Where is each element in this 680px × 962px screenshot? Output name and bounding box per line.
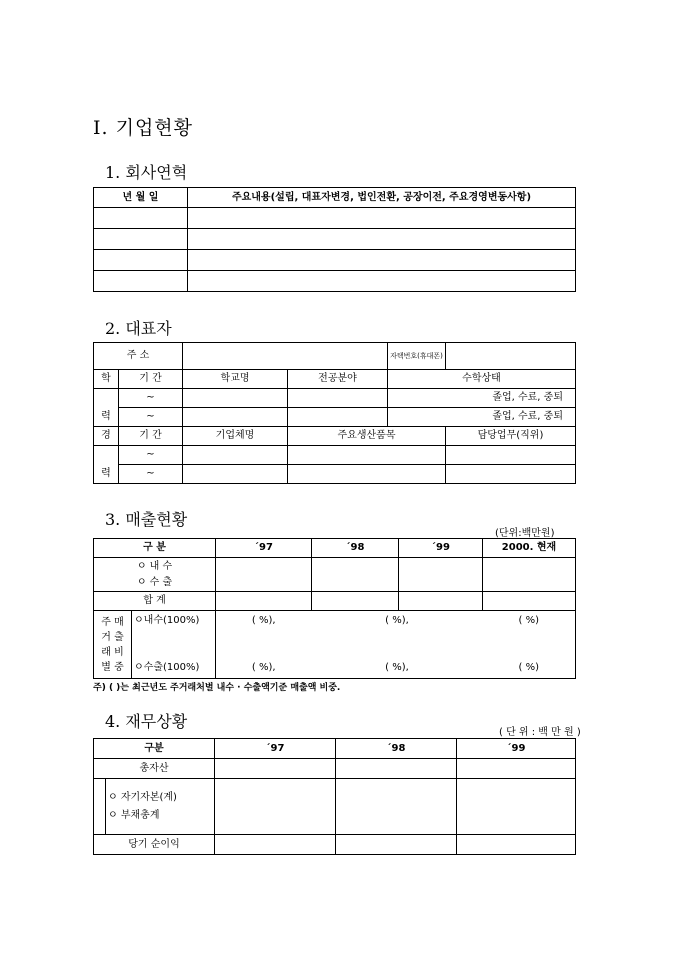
status-label: 수학상태 (388, 370, 576, 389)
fin-col-98: ´98 (336, 739, 457, 759)
career-period: 기 간 (119, 427, 183, 446)
edu-side-bottom: 력 (94, 408, 119, 427)
table-row (94, 208, 576, 229)
sales-col-category: 구 분 (94, 539, 216, 558)
sales-note: 주) ( )는 최근년도 주거래처별 내수 · 수출액기준 매출액 비중. (93, 683, 341, 693)
finance-title: 4. 재무상황 (105, 712, 188, 731)
tilde: ~ (119, 465, 183, 484)
sales-unit: (단위:백만원) (495, 528, 555, 539)
company-label: 기업체명 (183, 427, 288, 446)
side-text: 래 비 (101, 646, 124, 658)
sales-col-2000: 2000. 현재 (483, 539, 576, 558)
sales-table (93, 538, 576, 679)
pct: ( %) (483, 611, 576, 645)
domestic-ratio: ㅇ내수(100%) (132, 611, 216, 645)
sales-title: 3. 매출현황 (105, 510, 188, 529)
pct: ( %) (483, 645, 576, 679)
tilde: ~ (119, 408, 183, 427)
finance-unit: ( 단 위 : 백 만 원 ) (499, 727, 581, 738)
col-date: 년 월 일 (94, 188, 188, 208)
products-label: 주요생산품목 (288, 427, 446, 446)
tilde: ~ (119, 389, 183, 408)
total-label: 합 계 (94, 592, 216, 611)
export-label: ㅇ 수 출 (136, 576, 173, 588)
pct: ( %), (251, 615, 276, 626)
table-row (94, 271, 576, 292)
equity-label: ㅇ 자기자본(계) (108, 791, 177, 803)
side-text: 거 출 (101, 631, 124, 643)
major-label: 전공분야 (288, 370, 388, 389)
edu-side-top: 학 (94, 370, 119, 389)
col-content: 주요내용(설립, 대표자변경, 법인전환, 공장이전, 주요경영변동사항) (188, 188, 576, 208)
domestic-label: ㅇ 내 수 (136, 560, 173, 572)
duty-label: 담당업무(직위) (446, 427, 576, 446)
sales-col-98: ´98 (312, 539, 399, 558)
status-options: 졸업, 수료, 중퇴 (388, 408, 576, 427)
history-table (93, 187, 576, 292)
fin-col-99: ´99 (457, 739, 576, 759)
ceo-title: 2. 대표자 (105, 319, 172, 338)
home-phone-label: 자택번호(휴대폰) (388, 343, 446, 370)
finance-table (93, 738, 576, 855)
fin-col-97: ´97 (215, 739, 336, 759)
net-income-label: 당기 순이익 (94, 835, 215, 855)
status-options: 졸업, 수료, 중퇴 (388, 389, 576, 408)
table-row (94, 229, 576, 250)
export-ratio: ㅇ수출(100%) (132, 645, 216, 679)
total-assets-label: 총자산 (94, 759, 215, 779)
sales-col-97: ´97 (216, 539, 312, 558)
pct: ( %), (312, 645, 483, 679)
school-label: 학교명 (183, 370, 288, 389)
main-title: Ⅰ. 기업현황 (93, 117, 194, 139)
career-side-top: 경 (94, 427, 119, 446)
edu-period: 기 간 (119, 370, 183, 389)
side-text: 주 매 (101, 616, 124, 628)
sales-col-99: ´99 (399, 539, 483, 558)
pct: ( %), (385, 615, 409, 626)
history-title: 1. 회사연혁 (105, 163, 188, 182)
address-label: 주 소 (94, 343, 183, 370)
pct: ( %), (216, 645, 312, 679)
career-side-bottom: 력 (94, 465, 119, 484)
tilde: ~ (119, 446, 183, 465)
fin-col-category: 구분 (94, 739, 215, 759)
liabilities-label: ㅇ 부채총계 (108, 809, 160, 821)
ceo-table (93, 342, 576, 484)
side-text: 별 중 (101, 661, 124, 673)
table-row (94, 250, 576, 271)
